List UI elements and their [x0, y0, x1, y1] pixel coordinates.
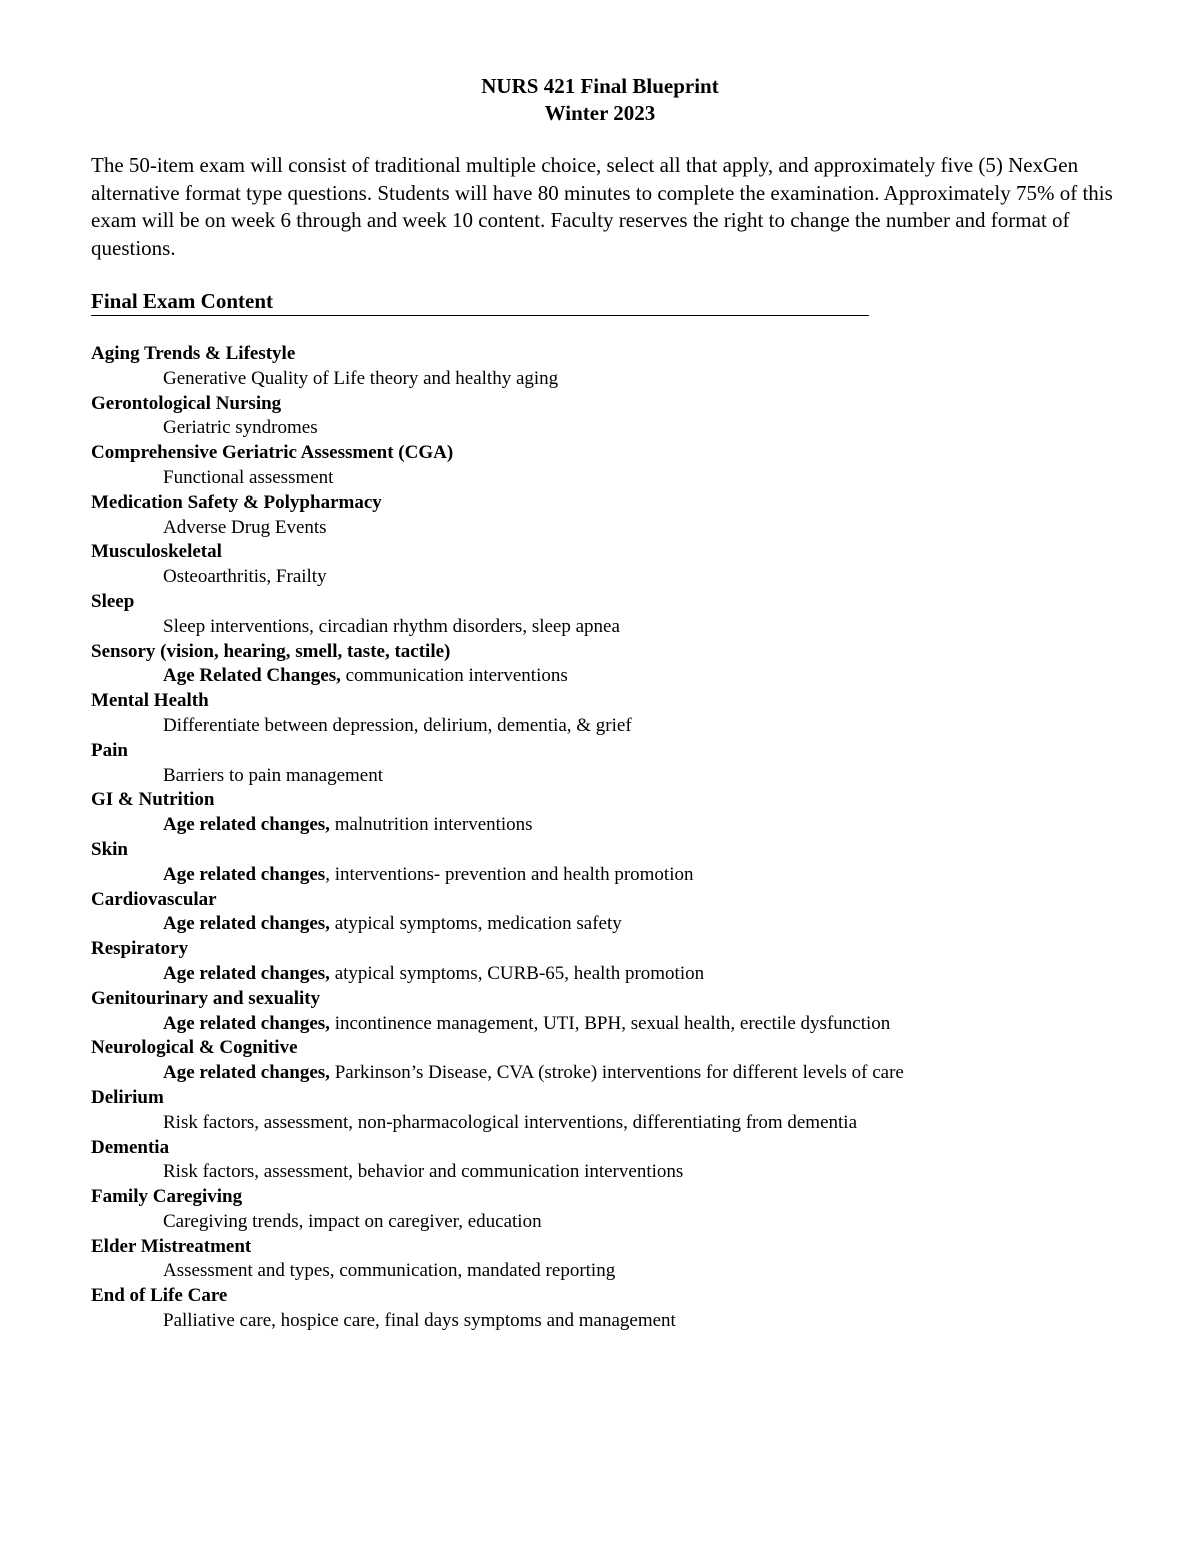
topic-title: Pain: [91, 739, 128, 761]
topic-item: [91, 838, 1131, 888]
topic-detail-text: atypical symptoms, CURB-65, health promotion: [329, 962, 705, 984]
topic-detail-lead: Age related changes: [163, 863, 326, 885]
topic-title: Mental Health: [91, 690, 209, 712]
topic-title: Musculoskeletal: [91, 541, 222, 563]
topic-detail-text: Caregiving trends, impact on caregiver, education: [163, 1210, 542, 1232]
topic-item: [91, 342, 1131, 392]
topic-item: [91, 491, 1131, 541]
topic-detail-text: Geriatric syndromes: [163, 417, 318, 439]
topic-detail-text: incontinence management, UTI, BPH, sexual health, erectile dysfunction: [329, 1012, 891, 1034]
topic-title: Respiratory: [91, 938, 189, 960]
topic-detail: [91, 1259, 1131, 1284]
topic-detail-text: atypical symptoms, medication safety: [329, 913, 622, 935]
topic-item: [91, 540, 1131, 590]
topic-item: [91, 689, 1131, 739]
topic-detail: [91, 516, 1131, 541]
topic-item: [91, 987, 1131, 1037]
topic-item: [91, 640, 1131, 690]
topic-detail-text: Sleep interventions, circadian rhythm disorders, sleep apnea: [163, 615, 620, 637]
topic-item: [91, 739, 1131, 789]
topic-title: Skin: [91, 838, 128, 860]
topic-detail-lead: Age related changes,: [163, 814, 330, 836]
topic-detail: [91, 1309, 1131, 1334]
topic-title: Family Caregiving: [91, 1186, 243, 1208]
topic-title: Medication Safety & Polypharmacy: [91, 491, 382, 513]
topic-detail: [91, 416, 1131, 441]
topic-item: [91, 1136, 1131, 1186]
topic-item: [91, 1185, 1131, 1235]
topic-title: Sensory (vision, hearing, smell, taste, tactile): [91, 640, 451, 662]
document-title-block: [0, 73, 1200, 127]
topic-detail-lead: Age Related Changes,: [163, 665, 341, 687]
section-heading: Final Exam Content: [91, 288, 869, 316]
topic-item: [91, 937, 1131, 987]
topic-title: Gerontological Nursing: [91, 392, 282, 414]
topic-detail: [91, 1111, 1131, 1136]
topic-detail: [91, 466, 1131, 491]
topic-detail-text: Adverse Drug Events: [163, 516, 327, 538]
topic-item: [91, 1036, 1131, 1086]
intro-paragraph: The 50-item exam will consist of traditional multiple choice, select all that apply, and approximately five (5) NexGen alternative format type questions. Students will have 80 minutes to complete the examination. Approximately 75% of this exam will be on week 6 through and week 10 content. Faculty reserves the right to change the number and format of questions.: [91, 153, 1113, 260]
topic-detail: [91, 863, 1131, 888]
topic-detail-text: Osteoarthritis, Frailty: [163, 566, 327, 588]
topic-title: End of Life Care: [91, 1285, 228, 1307]
topic-detail-text: Barriers to pain management: [163, 764, 384, 786]
topic-detail: [91, 962, 1131, 987]
topic-item: [91, 1086, 1131, 1136]
topic-detail-text: malnutrition interventions: [329, 814, 533, 836]
topic-detail-text: Differentiate between depression, delirium, dementia, & grief: [163, 714, 632, 736]
topic-title: Genitourinary and sexuality: [91, 987, 321, 1009]
topic-detail: [91, 1012, 1131, 1037]
topic-title: Aging Trends & Lifestyle: [91, 343, 296, 364]
topic-item: [91, 788, 1131, 838]
topic-item: [91, 392, 1131, 442]
topic-detail: [91, 615, 1131, 640]
topic-detail-text: Risk factors, assessment, non-pharmacological interventions, differentiating from dementia: [163, 1111, 858, 1133]
topic-detail: [91, 912, 1131, 937]
topic-item: [91, 590, 1131, 640]
topic-list: [91, 342, 1131, 1334]
topic-title: GI & Nutrition: [91, 789, 215, 811]
topic-item: [91, 1284, 1131, 1334]
topic-title: Delirium: [91, 1086, 164, 1108]
topic-detail-text: Risk factors, assessment, behavior and communication interventions: [163, 1161, 684, 1183]
topic-detail: [91, 813, 1131, 838]
topic-detail: [91, 714, 1131, 739]
topic-item: [91, 1235, 1131, 1285]
topic-detail-lead: Age related changes,: [163, 1062, 330, 1084]
topic-detail-lead: Age related changes,: [163, 913, 330, 935]
topic-detail-text: , interventions- prevention and health promotion: [325, 863, 694, 885]
topic-detail-text: Generative Quality of Life theory and healthy aging: [163, 367, 559, 389]
topic-title: Cardiovascular: [91, 888, 217, 910]
topic-detail-text: Parkinson’s Disease, CVA (stroke) interventions for different levels of care: [329, 1062, 904, 1084]
topic-title: Sleep: [91, 590, 135, 612]
topic-title: Dementia: [91, 1136, 170, 1158]
topic-title: Elder Mistreatment: [91, 1235, 252, 1257]
topic-detail: [91, 664, 1131, 689]
topic-detail-text: Assessment and types, communication, mandated reporting: [163, 1260, 616, 1282]
topic-detail: [91, 1160, 1131, 1185]
topic-detail-lead: Age related changes,: [163, 962, 330, 984]
topic-detail: [91, 565, 1131, 590]
topic-detail: [91, 764, 1131, 789]
topic-detail-text: Palliative care, hospice care, final days symptoms and management: [163, 1310, 676, 1332]
topic-detail-text: communication interventions: [340, 665, 568, 687]
topic-detail-text: Functional assessment: [163, 466, 334, 488]
document-term: Winter 2023: [544, 101, 656, 125]
topic-detail: [91, 1061, 1131, 1086]
topic-detail: [91, 367, 1131, 392]
topic-title: Neurological & Cognitive: [91, 1037, 298, 1059]
topic-title: Comprehensive Geriatric Assessment (CGA): [91, 442, 454, 464]
topic-item: [91, 888, 1131, 938]
topic-item: [91, 441, 1131, 491]
document-title: NURS 421 Final Blueprint: [481, 74, 719, 98]
topic-detail: [91, 1210, 1131, 1235]
topic-detail-lead: Age related changes,: [163, 1012, 330, 1034]
